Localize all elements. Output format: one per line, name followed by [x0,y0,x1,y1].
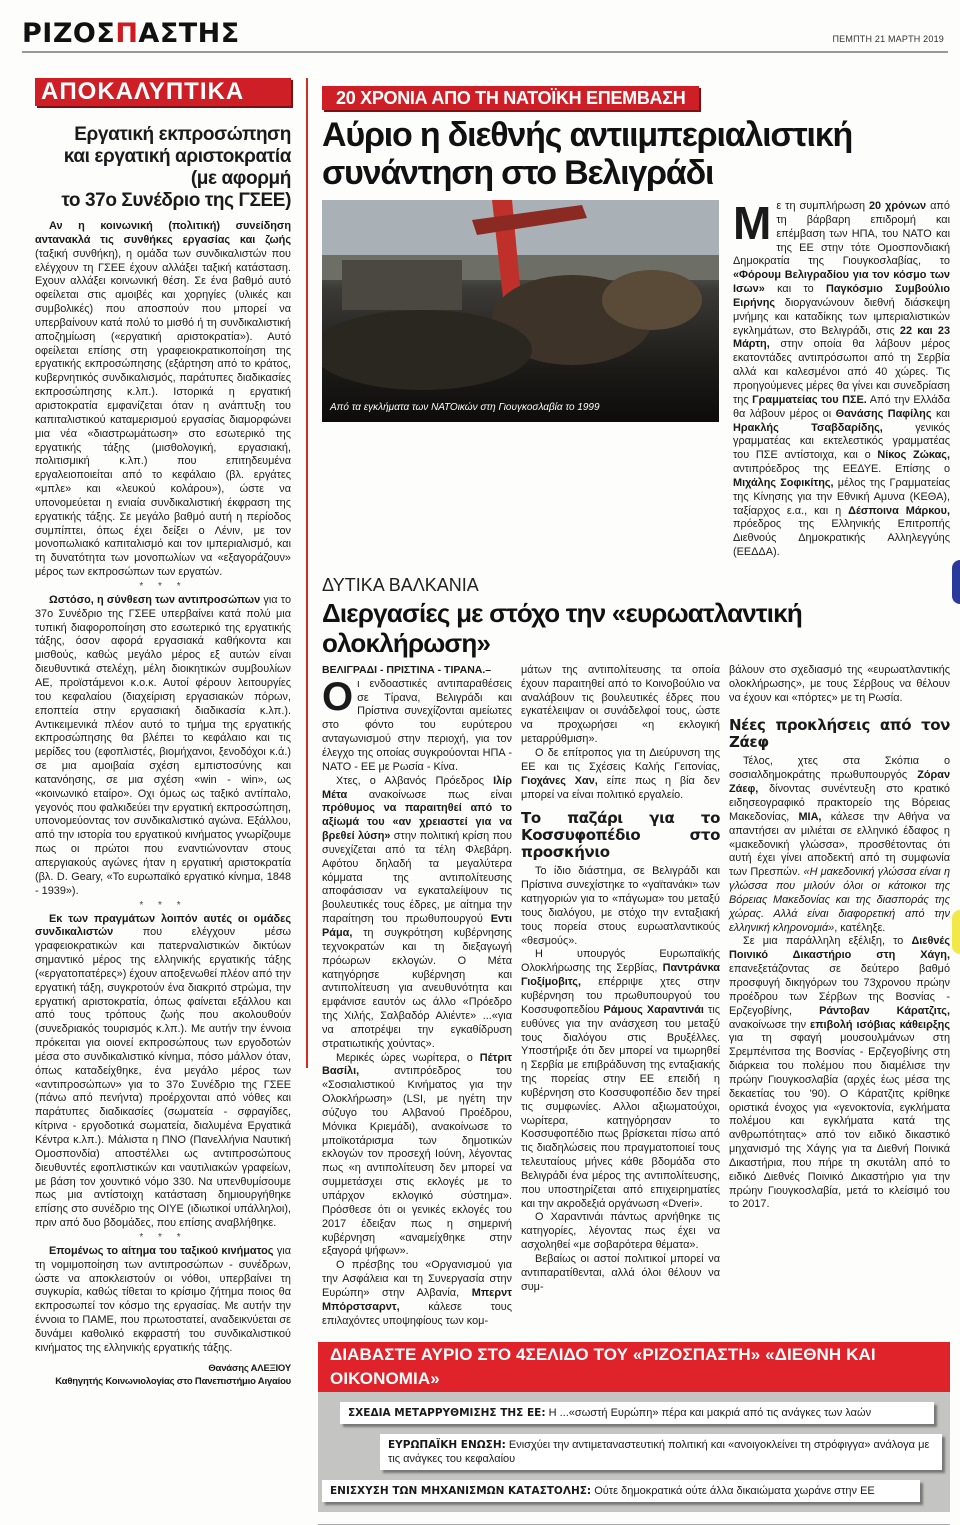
main-article-body [733,197,951,560]
bold-text: επιβολή ισόβιας κάθειρξης [810,1018,950,1031]
text-run: τις ευθύνες για την ανάσχεση του μεταξύ τους διαλόγου στις Βρυξέλλες. Υποστήριξε ότι δεν μπορεί να τιμωρηθεί η Σερβία με επιβράδυνση της ενταξιακής της πορείας στην ΕΕ επειδή η κυβέρνηση στο Κοσσυφοπέδιο δεν τηρεί τις συμφωνίες. Αλλοι αξιωματούχοι, νωρίτερα, κατηγόρησαν το Κοσσυφοπέδιο πως βρίσκεται πίσω από τις διαδηλώσεις που πραγματοποιεί τους τελευταίους μήνες κάθε βδομάδα στο Βελιγράδι ένα μέρος της αντιπολίτευσης, που υποστηρίζεται από επιχειρηματίες και την ακροδεξιά οργάνωση «Dveri». [521,1003,720,1210]
paragraph [729,755,950,935]
text-run: μάτων της αντιπολίτευσης τα οποία έχουν παραιτηθεί από το Κοινοβούλιο να αναλάβουν τις βουλευτικές έδρες που εγκατέλειψαν οι συνάδελφοί τους, ώστε να προχωρήσει «η εκλογική μεταρρύθμιση». [521,663,720,746]
bold-text: Αν η κοινωνική (πολιτική) συνείδηση αντανακλά τις συνθήκες εργασίας και ζωής [35,220,291,246]
text-run: που ελέγχουν μέσω γραφειοκρατικών και πατερναλιστικών δικτύων σημαντικό μέρος της ελληνικής εργατικής τάξης («εργατοπατέρες») έχουν αποξενωθεί πλέον από την εργατική τάξη, συγκροτούν ένα διακριτό στρώμα, την εργατική αριστοκρατία, όπως φαίνεται εξάλλου και από τους τρόπους ζωής που ακολουθούν (συνεδριακός τουρισμός κ.λπ.). Με αυτήν την έννοια πρόκειται για οιονεί εκπροσώπους των εργοδοτών μέσα στο συνδικαλιστικό κίνημα, πόσο μάλλον όταν, όπως καταδείχθηκε, ένα μεγάλο μέρος των «αντιπροσώπων» για το 37ο Συνέδριο της ΓΣΕΕ (πάνω από πενήντα) προέρχονται από νόθες και παράτυπες διαδικασίες (σωματεία - σφραγίδες, κίτρινα - εργοδοτικά σωματεία, διαλυμένα Εργατικά Κέντρα κ.λπ.). Μάλιστα η ΠΝΟ (Πανελλήνια Ναυτική Ομοσπονδία) αποστέλλει ως αντιπροσώπους διευθυντές εφοπλιστικών και ναυτιλιακών γραφείων, με βάση τον χουντικό νόμο 330. Να υπενθυμίσουμε πως μια αντίστοιχη κατάσταση δημιουργήθηκε επίσης στο συνέδριο της ΟΙΥΕ (ιδιωτικοί υπάλληλοι), πριν από δυο βδομάδες, που επίσης αναβλήθηκε. [35,926,291,1230]
separator: * * * [139,1231,187,1243]
story-kicker: ΔΥΤΙΚΑ ΒΑΛΚΑΝΙΑ [322,574,479,595]
text-run: είπε πως η βία δεν μπορεί να είναι πολιτικό εργαλείο. [521,774,720,801]
text-run: στην πολιτική κρίση που συνεχίζεται από τα τέλη Φλεβάρη. Αφότου δηλαδή τα μεγαλύτερα κόμματα της αντιπολίτευσης αποφάσισαν να εγκαταλείψουν τις βουλευτικές τους έδρες, με αίτημα την παραίτηση του πρωθυπουργού [322,830,512,926]
headline-line: συνάντηση στο Βελιγράδι [322,154,714,192]
headline-line: το 37ο Συνέδριο της ΓΣΕΕ) [61,190,291,211]
separator: * * * [139,580,187,592]
subheading: Νέες προκλήσεις από τον Ζάεφ [729,716,950,752]
bold-text: Ζόραν Ζάεφ, [729,769,950,796]
header-divider [22,51,948,53]
text-run: ανακοίνωσε πως είναι [347,788,512,801]
issue-date: ΠΕΜΠΤΗ 21 ΜΑΡΤΗ 2019 [832,34,944,44]
balkans-column-3 [729,664,950,1329]
bold-text: Δέσποινα Μάρκου, [848,504,950,517]
promo-item-text: Η ...«σωστή Ευρώπη» πέρα και μακριά από τις ανάγκες των λαών [545,1407,872,1420]
bold-text: «Φόρουμ Βελιγραδίου για τον κόσμο των Ισων» [733,269,950,296]
bold-text: Εκ των πραγμάτων λοιπόν αυτές οι ομάδες συνδικαλιστών [35,912,291,939]
photo-illustration [322,200,719,422]
text-run: Από την Ελλάδα θα λάβουν μέρος οι [733,393,951,420]
author-name: Θανάσης ΑΛΕΞΙΟΥ [208,1362,291,1374]
bold-text: Εντι Ράμα, [322,913,512,939]
text-run: κάλεσε τους επιλαχόντες υποψηφίους των κομ- [322,1300,512,1327]
text-run: από τη βάρβαρη επιδρομή και επέμβαση των ΗΠΑ, του ΝΑΤΟ και της ΕΕ στην τότε Ομοσπονδιακή Δημοκρατία της Γιουγκοσλαβίας, το [733,200,950,268]
promo-item [322,1480,920,1502]
text-run: για το 37ο Συνέδριο της ΓΣΕΕ υπερβαίνει κατά πολύ μια τυπική διαφοροποίηση στο εσωτερικό της εργατικής τάξης, όσον αφορά εργασιακά καθήκοντα και μισθούς, καθώς μεγάλο μέρος εξ αυτών είναι διευθυντικά στελέχη, μέλη διοικητικών συμβουλίων ΑΕ, προϊστάμενοι κ.ο.κ. Αυτοί φέρουν λειτουργίες του κεφαλαίου (διαχείριση εργασιακών πόρων, εποπτεία στην εργασιακή διαδικασία κ.λπ.). Αντικειμενικά πλέον αυτό το τμήμα της εργατικής εκπροσώπησης θα βλέπει το κεφάλαιο και τις μερίδες του (εφοπλιστές, βιομήχανοι, ξενοδόχοι κ.ά.) σε μια αμοιβαία σχέση εμπιστοσύνης και κατανόησης, σε μια σχέση «win - win», ως «κοινωνικό εταίρο». Οχι όμως ως ταξικό αντίπαλο, γεγονός που φαλκιδεύει την εργατική εκπροσώπηση, υπονομεύοντας τον συνδικαλιστικό αγώνα. Εξάλλου, από την ιστορία του εργατικού κινήματος γνωρίζουμε πως οι πρώτοι που εναντιώνονταν στους απεργιακούς αγώνες ήταν η εργατική αριστοκρατία (βλ. D. Geary, «Το ευρωπαϊκό εργατικό κίνημα, 1848 - 1939»). [35,593,291,897]
text-run: Ο Χαραντινάι πάντως αρνήθηκε τις κατηγορίες, λέγοντας πως έχει να ασχοληθεί «με σοβαρότερα θέματα». [521,1211,720,1252]
balkans-column-1 [322,664,512,1329]
bold-text: Μπερντ Μπόρστσαρντ, [322,1286,512,1313]
balkans-headline: Διεργασίες με στόχο την «ευρωατλαντική ολοκλήρωση» [322,597,802,658]
text-run: επέρριψε χτες στην κυβέρνηση του πρωθυπουργού του Κοσσυφοπεδίου [521,976,720,1016]
headline-line: (με αφορμή [190,168,291,189]
promo-banner: ΔΙΑΒΑΣΤΕ ΑΥΡΙΟ ΣΤΟ 4ΣΕΛΙΔΟ ΤΟΥ «ΡΙΖΟΣΠΑΣΤΗ» «ΔΙΕΘΝΗ ΚΑΙ ΟΙΚΟΝΟΜΙΑ» [318,1342,950,1392]
author-title: Καθηγητής Κοινωνιολογίας στο Πανεπιστήμιο Αιγαίου [55,1375,291,1387]
promo-item-label: ΕΝΙΣΧΥΣΗ ΤΩΝ ΜΗΧΑΝΙΣΜΩΝ ΚΑΤΑΣΤΟΛΗΣ: [330,1485,592,1498]
separator: * * * [139,899,187,911]
text-run: δίνοντας συνέντευξη στο κρατικό ειδησεογραφικό πρακτορείο της Βόρειας Μακεδονίας, [729,783,950,823]
text-run: επανεξετάζοντας σε δεύτερο βαθμό προσφυγή δικηγόρων του 73χρονου πρώην προέδρου των Σέρβων της Βοσνίας - Ερζεγοβίνης, [729,963,950,1017]
paragraph [35,220,291,580]
paragraph [35,913,291,1231]
text-run: , κατέληξε. [834,921,886,934]
text-run: και [931,407,950,420]
headline-line: και εργατική αριστοκρατία [63,146,291,167]
headline-line: Αύριο η διεθνής αντιιμπεριαλιστική [322,116,853,154]
text-run: Ο δε επίτροπος για τη Διεύρυνση της ΕΕ και τις Σχέσεις Καλής Γειτονίας, [521,747,720,773]
italic-quote: «Η μακεδονική γλώσσα είναι η γλώσσα που μιλούν όλοι οι κάτοικοι της Βόρειας Μακεδονίας και της διασποράς της χώρας. Αλλά είναι διαφορετική από την ελληνική κληρονομιά» [729,866,950,934]
print-mark-yellow [952,910,960,954]
text-run: ι ενδοαστικές αντιπαραθέσεις σε Τίρανα, Βελιγράδι και Πρίστινα συνεχίζονται αμείωτες στο φόντο του ευρύτερου ανταγωνισμού στην περιοχή, για τον έλεγχο της οποίας συγκρούονται ΗΠΑ - ΝΑΤΟ - ΕΕ με Ρωσία - Κίνα. [322,677,512,773]
paragraph [35,594,291,899]
text-run: για τη σφαγή μουσουλμάνων στη Σρεμπένιτσα της Βοσνίας - Ερζεγοβίνης στη διάρκεια του πολέμου που διαμέλισε την πρώην Γιουγκοσλαβία (αρχές έως μέσα της δεκαετίας του '90). Ο Κάρατζιτς κρίθηκε οριστικά ένοχος για «γενοκτονία, εγκλήματα πολέμου και εγκλήματα κατά της ανθρωπότητας» από τον ειδικό δικαστικό μηχανισμό της Χάγης για τα Διεθνή Ποινικά Δικαστήρια, που πήρε τη σκυτάλη από το ειδικό Διεθνές Ποινικό Δικαστήριο για την πρώην Γιουγκοσλαβία, μετά το κλείσιμό του το 2017. [729,1032,950,1211]
promo-item [340,1402,934,1424]
bold-text: πρόθυμος να παραιτηθεί από το αξίωμά του «αν χρειαστεί για να βρεθεί λύση» [322,802,512,843]
bold-text: Ιλίρ Μέτα [322,774,512,801]
bold-text: Γραμματείας του ΠΣΕ. [752,393,867,406]
newspaper-logo: ΡΙΖΟΣΠΑΣΤΗΣ [22,18,240,49]
promo-item-text: Ενισχύει την αντιμεταναστευτική πολιτική και «ανοιγοκλείνει τη στρόφιγγα» ανάλογα με τις ανάγκες του κεφαλαίου [388,1439,930,1466]
right-area [318,86,950,1525]
text-run: στην οποία θα λάβουν μέρος εκατοντάδες αντιπρόσωποι από τη Σερβία αλλά και καλεσμένοι από 40 χώρες. Τις προηγούμενες μέρες θα γίνει και συνεδρίαση της [733,338,950,406]
bold-text: 22 και 23 Μάρτη, [733,324,950,351]
bold-text: Θανάσης Παφίλης [835,407,932,420]
paragraph [35,1245,291,1356]
balkans-column-2 [521,664,720,1329]
bold-text: Ηρακλής Τσαβδαρίδης, [733,421,883,434]
paragraph [521,664,720,747]
text-run: ε τη συμπλήρωση [776,200,869,212]
bold-text: Ράμους Χαραντινάι [603,1003,704,1016]
text-run: και το [764,283,826,296]
text-run: Χτες, ο Αλβανός Πρόεδρος [336,774,494,787]
bold-text: 20 χρόνων [869,200,927,212]
bold-text: Ράντοβαν Κάρατζιτς, [819,1004,950,1017]
text-run: πρόεδρος της Ελληνικής Επιτροπής Διεθνούς Δημοκρατικής Αλληλεγγύης (ΕΕΔΔΑ). [733,518,950,559]
text-run: για τη νομιμοποίηση των αντιπροσώπων - συνέδρων, ώστε να αποκλειστούν οι νόθοι, υπερβαίνει τη συγκυρία, καθώς τίθεται το κρίσιμο ζήτημα ποιος θα εκπροσωπεί τον κόσμο της εργασίας. Με αυτήν την έννοια το ΠΑΜΕ, που πρωτοστατεί, αναδεικνύεται σε δυνάμει καθολικό εκφραστή του συνδικαλιστικού κινήματος της ελληνικής εργατικής τάξης. [35,1244,292,1354]
paragraph [521,948,720,1211]
paragraph [322,775,512,1052]
paragraph [521,1253,720,1295]
bold-text: Διεθνές Ποινικό Δικαστήριο στη Χάγη, [729,935,950,962]
text-run: μέλος της Γραμματείας της Κίνησης για την Εθνική Αμυνα (ΚΕΘΑ), ταξίαρχος ε.α., και η [733,476,951,517]
section-label: ΑΠΟΚΑΛΥΠΤΙΚΑ [35,78,291,106]
text-run: αντιπρόεδρος του «Σοσιαλιστικού Κινήματος για την Ολοκλήρωση» (LSI, με ηγέτη την σύζυγο του Αλβανού Προέδρου, Μόνικα Κριεμάδι), ανακοίνωσε το μποϊκοτάρισμα των δημοτικών εκλογών τον προσεχή Ιούνη, λέγοντας πως «η αντιπολίτευση δεν μπορεί να συμμετάσχει στις εκλογές με το υπάρχον εκλογικό σύστημα». Πρόσθεσε ότι οι γενικές εκλογές του 2017 έδειξαν πως η σημερινή κυβέρνηση «αναμείχθηκε στην εξαγορά ψήφων». [322,1065,512,1258]
drop-cap: Ο [322,674,354,719]
promo-item-label: ΕΥΡΩΠΑΪΚΗ ΕΝΩΣΗ: [388,1439,506,1452]
left-column [35,78,291,1388]
photo-caption: Από τα εγκλήματα των ΝΑΤΟικών στη Γιουγκοσλαβία το 1999 [330,402,600,413]
promo-item [380,1434,942,1470]
subheading: Το παζάρι για το Κοσσυφοπέδιο στο προσκήνιο [521,809,720,862]
bold-text: Παντράνκα Γιοξίμοβιτς, [521,962,720,989]
text-run: Ο πρέσβης του «Οργανισμού για την Ασφάλεια και τη Συνεργασία στην Ευρώπη» στην Αλβανία, [322,1259,512,1299]
text-run: διοργανώνουν διεθνή διάσκεψη μνήμης και καταδίκης των ιμπεριαλιστικών εγκλημάτων, στο Βελιγράδι, στις [733,296,950,337]
main-story-row [322,197,951,560]
bold-text: Επομένως το αίτημα του ταξικού κινήματος [49,1244,274,1257]
text-run: Τέλος, χτες στα Σκόπια ο σοσιαλδημοκράτης πρωθυπουργός [729,755,950,782]
left-article-body [35,220,291,1388]
text-run: (ταξική συνθήκη), η ομάδα των συνδικαλιστών που ελέγχουν τη ΓΣΕΕ έχουν αλλάξει ταξική κατάσταση. Εχουν αλλάξει κοινωνική θέση. Σε ένα βαθμό αυτό οφείλεται στις αμοιβές και χορηγίες (υλικές και συμβολικές) που αποσπούν που μπορεί να υπερβαίνουν κατά πολύ το μισθό ή τη συνδικαλιστική αποζημίωση («εργατική αριστοκρατία»). Αυτό οφείλεται επίσης στη γραφειοκρατικοποίηση της εργατικής εκπροσώπησης (εξάρτηση από το κράτος, κυβερνητικός συνδικαλισμός, παράτυπες διαδικασίες εκπροσώπησης κ.λπ.). Ιστορικά η εργατική αριστοκρατία εμφανίζεται όταν η ανάπτυξη του καπιταλιστικού καταμερισμού εργασίας διαμορφώνει μια νέα «διαστρωμάτωση» στο εσωτερικό της εργατικής τάξης (μισθολογική, εργασιακή, πολιτισμική κ.λπ.) που επιτηδευμένα εργαλειοποιείται από το κεφάλαιο (βλ. εργάτες «μπλε» και «λευκού κολάρου»), ώστε να υπονομεύεται η ενιαία συνδικαλιστική έκφραση της εργατικής τάξης. Σε μεγάλο βαθμό αυτή η περίοδος συμπίπτει, όπως έχει δείξει ο Λένιν, με τον μονοπωλιακό καπιταλισμό και τον ιμπεριαλισμό, και τη δυνατότητα των μονοπωλίων να «εξαγοράζουν» μέρος των εκπροσώπων των εργατών. [35,247,291,579]
text-run: Το ίδιο διάστημα, σε Βελιγράδι και Πρίστινα συνεχίστηκε το «γαϊτανάκι» των κατηγοριών για το «πάγωμα» του μεταξύ τους διαλόγου, με στόχο την ενταξιακή τους πορεία στους ευρωατλαντικούς «θεσμούς». [521,865,720,947]
news-photo [322,200,719,422]
paragraph [322,1259,512,1328]
dateline: ΒΕΛΙΓΡΑΔΙ - ΠΡΙΣΤΙΝΑ - ΤΙΡΑΝΑ.– [322,663,492,676]
paragraph [729,935,950,1212]
text-run: Μερικές ώρες νωρίτερα, ο [336,1051,480,1064]
text-run: αντιπρόεδρος της ΕΕΔΥΕ. Επίσης ο [733,463,950,476]
bold-text: ΜΙΑ, [798,810,822,823]
bold-text: Ωστόσο, η σύνθεση των αντιπροσώπων [49,593,261,606]
drop-cap: Μ [733,197,772,249]
main-headline [322,116,950,192]
promo-box [318,1342,950,1512]
paragraph [521,747,720,802]
bold-text: Γιοχάνες Χαν, [521,774,598,787]
text-run: Η υπουργός Ευρωπαϊκής Ολοκλήρωσης της Σερβίας, [521,948,720,975]
text-run: βάλουν στο σχεδιασμό της «ευρωατλαντικής ολοκλήρωσης», με τους Σέρβους να θέλουν να έχουν και «πόρτες» με τη Ρωσία. [729,663,950,704]
paragraph [729,664,950,706]
text-run: Σε μια παράλληλη εξέλιξη, το [743,935,912,948]
left-headline [35,124,291,212]
text-run: κάλεσε την Αθήνα να απαντήσει αν μιλιέται σε ελληνικό έδαφος η «μακεδονική γλώσσα», προσθέτοντας ότι αυτή έχει γίνει αποδεκτή από τη συμφωνία των Πρεσπών. [729,810,950,879]
headline-line: Εργατική εκπροσώπηση [74,124,291,145]
bold-text: Μιχάλης Σοφικίτης, [733,476,834,489]
story-banner: 20 ΧΡΟΝΙΑ ΑΠΟ ΤΗ ΝΑΤΟΪΚΗ ΕΠΕΜΒΑΣΗ [322,86,699,110]
text-run: τη συγκρότηση κυβέρνησης τεχνοκρατών και τη διεξαγωγή πρόωρων εκλογών. Ο Μέτα κατηγόρησε κυβέρνηση και αντιπολίτευση για ανευθυνότητα και εμφάνισε εαυτόν ως άλλο «Πρόεδρο της Χιλής, Σαλβαδόρ Αλιέντε» ...«για να αποτρέψει την εγκαθίδρυση στρατιωτικής χούντας». [322,926,512,1050]
balkans-columns [322,664,950,1329]
paragraph [521,865,720,948]
paragraph [733,197,951,560]
text-run: Βεβαίως οι αστοί πολιτικοί μπορεί να αντιπαρατίθενται, αλλά όλοι θέλουν να συμ- [521,1253,720,1293]
bold-text: Πέτριτ Βασίλι, [322,1051,512,1078]
text-run: ανακοίνωσε την [729,1018,811,1031]
print-mark-blue [952,560,960,604]
column-divider [306,78,308,1068]
paragraph [322,1052,512,1260]
bold-text: Νίκος Ζώκας, [877,449,950,462]
promo-item-text: Ούτε δημοκρατικά ούτε άλλα δικαιώματα χωράνε στην ΕΕ [591,1485,875,1498]
bold-text: Παγκόσμιο Συμβούλιο Ειρήνης [733,283,951,309]
text-run: γενικός γραμματέας και εκτελεστικός γραμματέας του ΠΣΕ αντίστοιχα, και ο [733,421,950,462]
promo-item-label: ΣΧΕΔΙΑ ΜΕΤΑΡΡΥΘΜΙΣΗΣ ΤΗΣ ΕΕ: [348,1407,546,1420]
paragraph [521,1211,720,1253]
